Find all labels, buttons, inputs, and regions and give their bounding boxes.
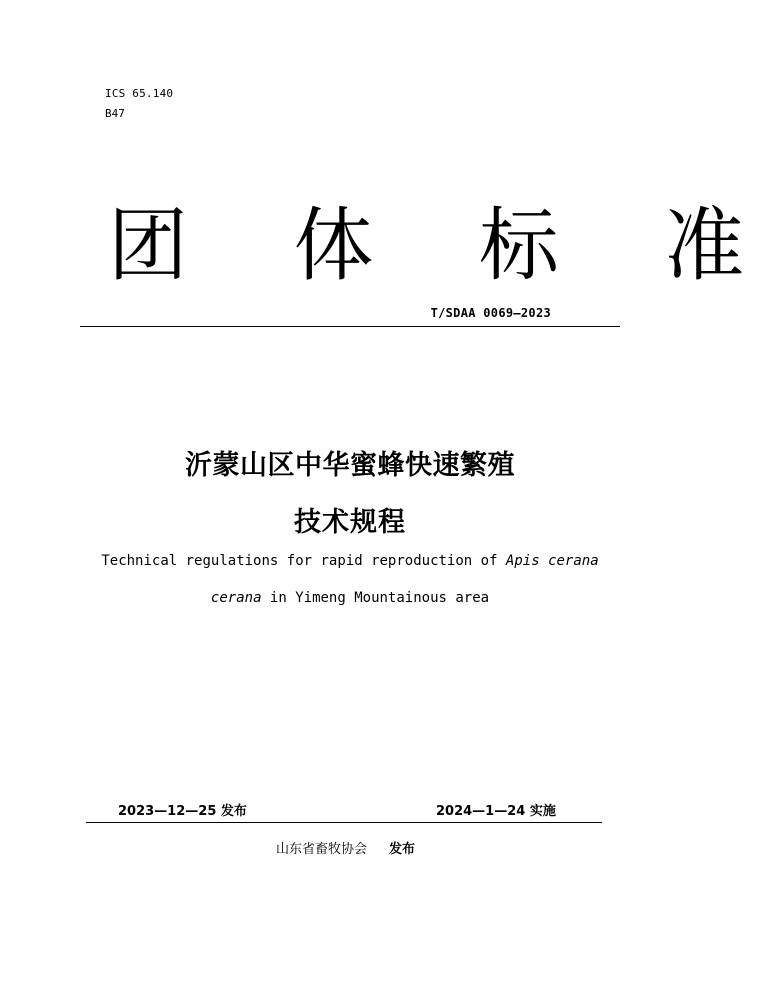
- english-title-species-text: Apis cerana: [505, 553, 599, 569]
- english-title-area-text: in Yimeng Mountainous area: [261, 590, 490, 606]
- chinese-title-line-1: 沂蒙山区中华蜜蜂快速繁殖: [185, 450, 515, 481]
- publisher-line: [276, 838, 415, 857]
- footer-divider: [86, 822, 602, 823]
- english-title-line-1: [0, 553, 700, 569]
- publisher-name: 山东省畜牧协会: [276, 842, 368, 857]
- ccs-code: B47: [105, 107, 125, 120]
- chinese-title-line-2: 技术规程: [294, 507, 406, 538]
- header-divider: [80, 326, 620, 327]
- english-title-regular-text: Technical regulations for rapid reproduction of: [101, 553, 506, 569]
- standard-type-heading: 团 体 标 准: [108, 199, 784, 292]
- english-title-subspecies-text: cerana: [210, 590, 262, 606]
- implementation-date: 2024—1—24 实施: [436, 804, 556, 819]
- standard-number: T/SDAA 0069—2023: [430, 306, 551, 320]
- ics-code: ICS 65.140: [105, 87, 174, 100]
- issue-date: 2023—12—25 发布: [118, 804, 247, 819]
- publisher-action: 发布: [389, 842, 416, 857]
- english-title-line-2: [0, 590, 700, 606]
